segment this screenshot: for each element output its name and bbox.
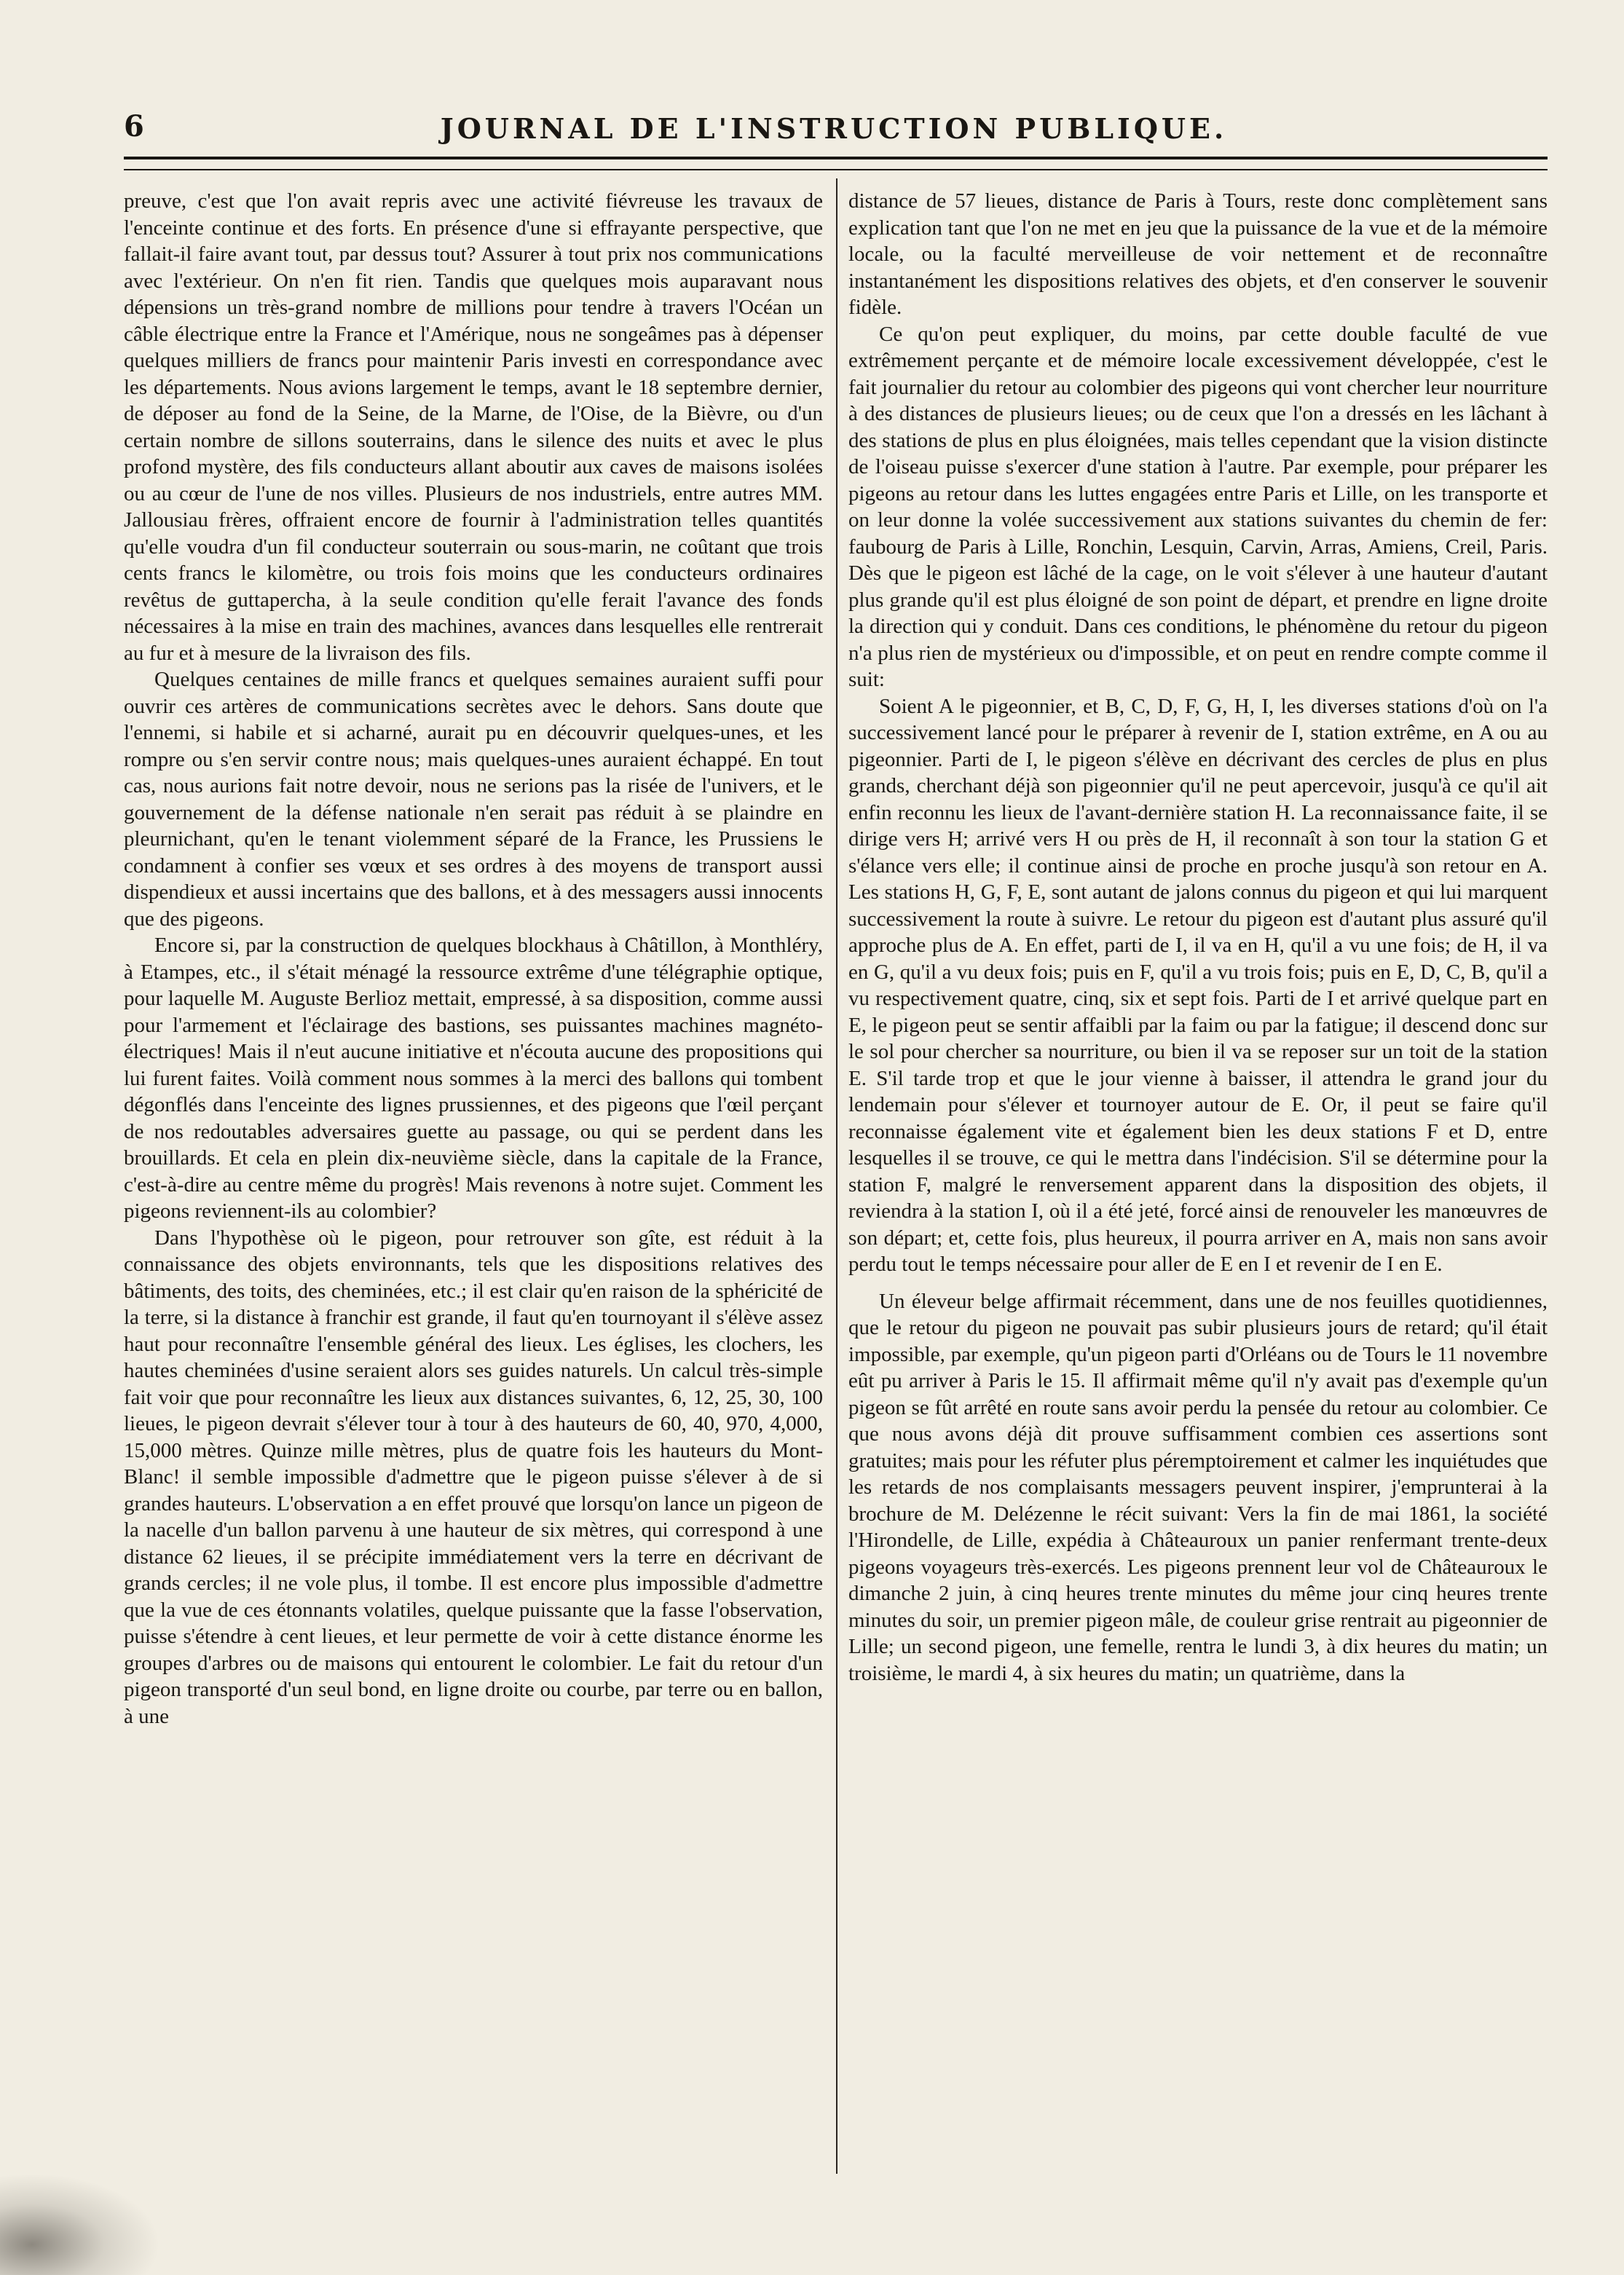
paragraph: Quelques centaines de mille francs et quelques semaines auraient suffi pour ouvrir ces artères de communications secrètes avec le dehors. Sans doute que l'ennemi, si habile et si acharné, aurait pu en découvrir quelques-unes, et les rompre ou s'en servir contre nous; mais quelques-unes auraient échappé. En tout cas, nous aurions fait notre devoir, nous ne serions pas la risée de l'univers, et le gouvernement de la défense nationale n'en serait pas réduit à se plaindre en pleurnichant, qu'en le tenant violemment séparé de la France, les Prussiens le condamnent à confier ses vœux et ses ordres à des moyens de transport aussi dispendieux et aussi incertains que des ballons, et à des messagers aussi innocents que des pigeons. [124, 668, 823, 931]
paragraph: preuve, c'est que l'on avait repris avec une activité fiévreuse les travaux de l'enceinte continue et des forts. En présence d'une si effrayante perspective, que fallait-il faire avant tout, par dessus tout? Assurer à tout prix nos communications avec l'extérieur. On n'en fit rien. Tandis que quelques mois auparavant nous dépensions un très-grand nombre de millions pour tendre à travers l'Océan un câble électrique entre la France et l'Amérique, nous ne songeâmes pas à dépenser quelques milliers de francs pour maintenir Paris investi en correspondance avec les départements. Nous avions largement le temps, avant le 18 septembre dernier, de déposer au fond de la Seine, de la Marne, de l'Oise, de la Bièvre, ou d'un certain nombre de sillons souterrains, dans le silence des nuits et avec le plus profond mystère, des fils conducteurs allant aboutir aux caves de maisons isolées ou au cœur de l'une de nos villes. Plusieurs de nos industriels, entre autres MM. Jallousiau frères, offraient encore de fournir à l'administration telles quantités qu'elle voudra d'un fil conducteur souterrain ou sous-marin, ne coûtant que trois cents francs le kilomètre, ou trois fois moins que les conducteurs ordinaires revêtus de guttapercha, à la seule condition qu'elle ferait l'avance des fonds nécessaires à la mise en train des machines, avances dans lesquelles elle rentrerait au fur et à mesure de la livraison des fils. [124, 189, 823, 665]
paragraph: Ce qu'on peut expliquer, du moins, par cette double faculté de vue extrêmement perçante et de mémoire locale excessivement développée, c'est le fait journalier du retour au colombier des pigeons qui vont chercher leur nourriture à des distances de plusieurs lieues; ou de ceux que l'on a dressés en les lâchant à des stations de plus en plus éloignées, mais telles cependant que la vision distincte de l'oiseau puisse s'exercer d'une station à l'autre. Par exemple, pour préparer les pigeons au retour dans les luttes engagées entre Paris et Lille, on les transporte et on leur donne la volée successivement aux stations suivantes du chemin de fer: faubourg de Paris à Lille, Ronchin, Lesquin, Carvin, Arras, Amiens, Creil, Paris. Dès que le pigeon est lâché de la cage, on le voit s'élever à une hauteur d'autant plus grande qu'il est plus éloigné de son point de départ, et prendre en ligne droite la direction qui y conduit. Dans ces conditions, le phénomène du retour du pigeon n'a plus rien de mystérieux ou d'impossible, et on peut en rendre compte comme il suit: [848, 322, 1548, 691]
column-divider [836, 178, 837, 2174]
paragraph: Soient A le pigeonnier, et B, C, D, F, G, H, I, les diverses stations d'où on l'a successivement lancé pour le préparer à revenir de I, station extrême, en A ou au pigeonnier. Parti de I, le pigeon s'élève en décrivant des cercles de plus en plus grands, cherchant déjà son pigeonnier qu'il ne peut apercevoir, jusqu'à ce qu'il ait enfin reconnu les lieux de l'avant-dernière station H. La reconnaissance faite, il se dirige vers H; arrivé vers H ou près de H, il reconnaît à son tour la station G et s'élance vers elle; il continue ainsi de proche en proche jusqu'à son retour en A. Les stations H, G, F, E, sont autant de jalons connus du pigeon et qui lui marquent successivement la route à suivre. Le retour du pigeon est d'autant plus assuré qu'il approche plus de A. En effet, parti de I, il va en H, qu'il a vu une fois; de H, il va en G, qu'il a vu deux fois; puis en F, qu'il a vu trois fois; puis en E, D, C, B, qu'il a vu respectivement quatre, cinq, six et sept fois. Parti de I et arrivé quelque part en E, le pigeon peut se sentir affaibli par la faim ou par la fatigue; il descend donc sur le sol pour chercher sa nourriture, ou bien il va se reposer sur un toit de la station E. S'il tarde trop et que le jour vienne à baisser, il attendra le grand jour du lendemain pour s'élever et tournoyer autour de E. Or, il peut se faire qu'il reconnaisse également vite et également bien les deux stations F et D, entre lesquelles il se trouve, ce qui le mettra dans l'indécision. S'il se détermine pour la station F, malgré le renversement apparent dans la disposition des objets, il reviendra à la station I, où il a été jeté, forcé ainsi de renouveler les manœuvres de son départ; et, cette fois, plus heureux, il pourra arriver en A, mais non sans avoir perdu tout le temps nécessaire pour aller de E en I et revenir de I en E. [848, 694, 1548, 1276]
page-number: 6 [124, 109, 144, 143]
paragraph: Un éleveur belge affirmait récemment, dans une de nos feuilles quotidiennes, que le retour du pigeon ne pouvait pas subir plusieurs jours de retard; qu'il était impossible, par exemple, qu'un pigeon parti d'Orléans ou de Tours le 11 novembre eût pu arriver à Paris le 15. Il affirmait même qu'il n'y avait pas d'exemple qu'un pigeon se fût arrêté en route sans avoir perdu la pensée du retour au colombier. Ce que nous avons déjà dit prouve suffisamment combien ces assertions sont gratuites; mais pour les réfuter plus péremptoirement et calmer les inquiétudes que les retards de nos complaisants messagers peuvent inspirer, j'emprunterai à la brochure de M. Delézenne le récit suivant: Vers la fin de mai 1861, la société l'Hirondelle, de Lille, expédia à Châteauroux un panier renfermant trente-deux pigeons voyageurs très-exercés. Les pigeons prennent leur vol de Châteauroux le dimanche 2 juin, à cinq heures trente minutes du même jour cinq heures trente minutes du soir, un premier pigeon mâle, de couleur grise rentrait au pigeonnier de Lille; un second pigeon, une femelle, rentra le lundi 3, à dix heures du matin; un troisième, le mardi 4, à six heures du matin; un quatrième, dans la [848, 1289, 1548, 1685]
left-column [124, 188, 823, 2169]
header-rule-thin [124, 169, 1548, 170]
header-rule-thick [124, 157, 1548, 159]
page-stain [0, 2173, 160, 2275]
right-column [848, 188, 1548, 2169]
paragraph: Encore si, par la construction de quelques blockhaus à Châtillon, à Monthléry, à Etampes, etc., il s'était ménagé la ressource extrême d'une télégraphie optique, pour laquelle M. Auguste Berlioz mettait, empressé, à sa disposition, comme aussi pour l'armement et l'éclairage des bastions, ses puissantes machines magnéto-électriques! Mais il n'eut aucune initiative et n'écouta aucune des propositions qui lui furent faites. Voilà comment nous sommes à la merci des ballons qui tombent dégonflés dans l'enceinte des lignes prussiennes, et des pigeons que l'œil perçant de nos redoutables adversaires guette au passage, ou qui se perdent dans les brouillards. Et cela en plein dix-neuvième siècle, dans la capitale de la France, c'est-à-dire au centre même du progrès! Mais revenons à notre sujet. Comment les pigeons reviennent-ils au colombier? [124, 934, 823, 1223]
paragraph: Dans l'hypothèse où le pigeon, pour retrouver son gîte, est réduit à la connaissance des objets environnants, tels que les dispositions relatives des bâtiments, des toits, des cheminées, etc.; il est clair qu'en raison de la sphéricité de la terre, si la distance à franchir est grande, il faut qu'en tournoyant il s'élève assez haut pour reconnaître l'ensemble général des lieux. Les églises, les clochers, les hautes cheminées d'usine seraient alors ses guides naturels. Un calcul très-simple fait voir que pour reconnaître les lieux aux distances suivantes, 6, 12, 25, 30, 100 lieues, le pigeon devrait s'élever tour à tour à des hauteurs de 60, 40, 970, 4,000, 15,000 mètres. Quinze mille mètres, plus de quatre fois les hauteurs du Mont-Blanc! il semble impossible d'admettre que le pigeon puisse s'élever à de si grandes hauteurs. L'observation a en effet prouvé que lorsqu'on lance un pigeon de la nacelle d'un ballon parvenu à une hauteur de six mètres, qui correspond à une distance 62 lieues, il se précipite immédiatement vers la terre en décrivant de grands cercles; il ne vole plus, il tombe. Il est encore plus impossible d'admettre que la vue de ces étonnants volatiles, quelque puissante que la fasse l'observation, puisse s'étendre à cent lieues, et leur permette de voir à cette distance énorme les groupes d'arbres ou de maisons qui entourent le colombier. Le fait du retour d'un pigeon transporté d'un seul bond, en ligne droite ou courbe, par terre ou en ballon, à une [124, 1226, 823, 1728]
journal-title: JOURNAL DE L'INSTRUCTION PUBLIQUE. [440, 112, 1228, 145]
paragraph: distance de 57 lieues, distance de Paris à Tours, reste donc complètement sans explication tant que l'on ne met en jeu que la puissance de la vue et de la mémoire locale, ou la faculté merveilleuse de voir nettement et de reconnaître instantanément les dispositions relatives des objets, et d'en conserver le souvenir fidèle. [848, 189, 1548, 319]
page-header [124, 109, 1544, 150]
